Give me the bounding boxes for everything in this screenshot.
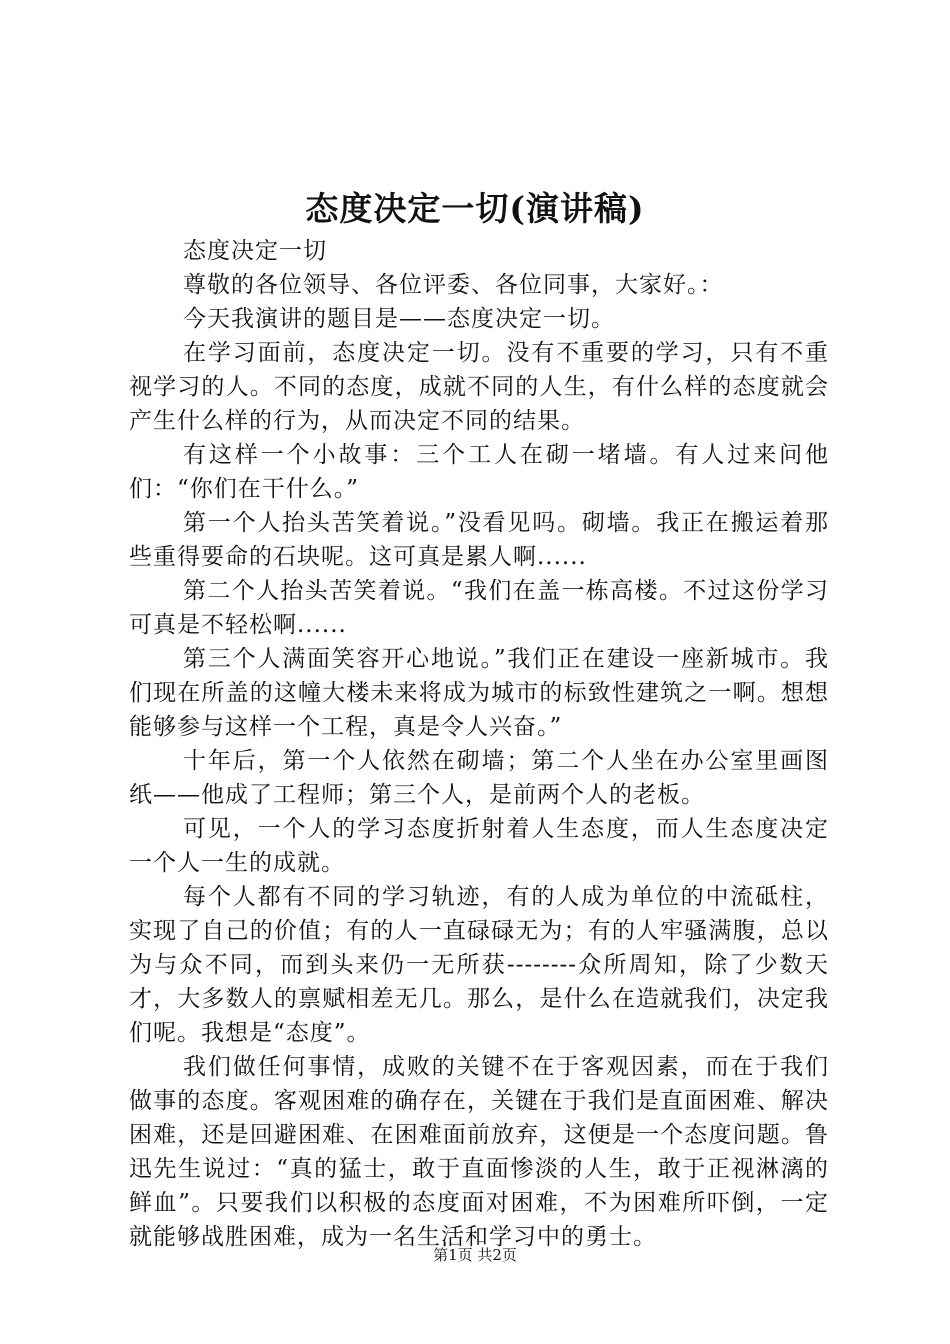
paragraph: 态度决定一切 xyxy=(183,238,327,264)
paragraph: 我们做任何事情，成败的关键不在于客观因素，而在于我们做事的态度。客观困难的确存在，关键在于我们是直面困难、解决困难，还是回避困难、在困难面前放弃，这便是一个态度问题。鲁迅先生说过：“真的猛士，敢于直面惨淡的人生，敢于正视淋漓的鲜血”。只要我们以积极的态度面对困难，不为困难所吓倒，一定就能够战胜困难，成为一名生活和学习中的勇士。 xyxy=(129,1054,829,1250)
document-title: 态度决定一切(演讲稿) xyxy=(305,189,645,228)
paragraph: 每个人都有不同的学习轨迹，有的人成为单位的中流砥柱，实现了自己的价值；有的人一直碌碌无为；有的人牢骚满腹，总以为与众不同，而到头来仍一无所获--------众所周知，除了少数天才，大多数人的禀赋相差无几。那么，是什么在造就我们，决定我们呢。我想是“态度”。 xyxy=(129,884,829,1046)
document-body xyxy=(129,234,829,1254)
paragraph: 尊敬的各位领导、各位评委、各位同事，大家好。： xyxy=(183,272,724,298)
paragraph: 第一个人抬头苦笑着说。”没看见吗。砌墙。我正在搬运着那些重得要命的石块呢。这可真是累人啊...... xyxy=(129,510,829,570)
paragraph: 今天我演讲的题目是——态度决定一切。 xyxy=(183,306,615,332)
page-footer: 第1页 共2页 xyxy=(433,1246,517,1264)
paragraph: 可见，一个人的学习态度折射着人生态度，而人生态度决定一个人一生的成就。 xyxy=(129,816,829,876)
paragraph: 第二个人抬头苦笑着说。“我们在盖一栋高楼。不过这份学习可真是不轻松啊...... xyxy=(129,578,829,638)
paragraph: 十年后，第一个人依然在砌墙；第二个人坐在办公室里画图纸——他成了工程师；第三个人，是前两个人的老板。 xyxy=(129,748,829,808)
paragraph: 在学习面前，态度决定一切。没有不重要的学习，只有不重视学习的人。不同的态度，成就不同的人生，有什么样的态度就会产生什么样的行为，从而决定不同的结果。 xyxy=(129,340,829,434)
paragraph: 第三个人满面笑容开心地说。”我们正在建设一座新城市。我们现在所盖的这幢大楼未来将成为城市的标致性建筑之一啊。想想能够参与这样一个工程，真是令人兴奋。” xyxy=(129,646,829,740)
paragraph: 有这样一个小故事：三个工人在砌一堵墙。有人过来问他们：“你们在干什么。” xyxy=(129,442,829,502)
